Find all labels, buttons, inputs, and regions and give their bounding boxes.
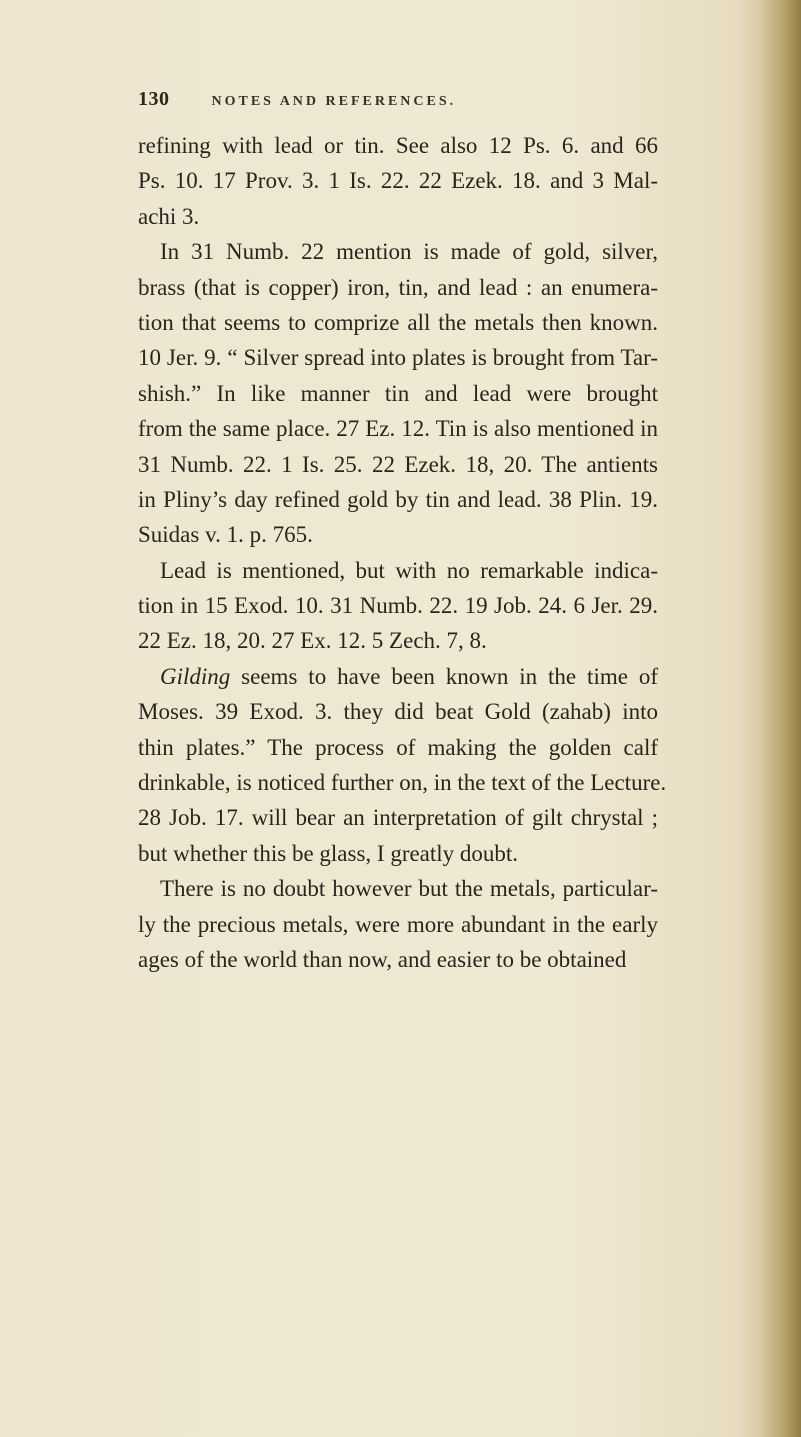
text-line: 10 Jer. 9. “ Silver spread into plates is brought from Tar- xyxy=(138,345,658,371)
text-line: tion that seems to comprize all the metals then known. xyxy=(138,309,658,335)
text-line: Ps. 10. 17 Prov. 3. 1 Is. 22. 22 Ezek. 18. and 3 Mal- xyxy=(138,168,658,194)
text-line: Lead is mentioned, but with no remarkable indica- xyxy=(160,557,658,583)
text-line: but whether this be glass, I greatly doubt. xyxy=(138,840,519,866)
text-line: ly the precious metals, were more abundant in the early xyxy=(138,911,658,937)
running-head: NOTES AND REFERENCES. xyxy=(211,94,457,109)
text-line: achi 3. xyxy=(138,203,200,229)
page-edge-shadow xyxy=(761,0,801,1437)
page-number: 130 xyxy=(138,88,170,110)
text-line: refining with lead or tin. See also 12 Ps. 6. and 66 xyxy=(138,133,658,158)
text-line: 22 Ez. 18, 20. 27 Ex. 12. 5 Zech. 7, 8. xyxy=(138,628,487,654)
text-line: In 31 Numb. 22 mention is made of gold, silver, xyxy=(160,239,658,265)
text-line: There is no doubt however but the metals, particular- xyxy=(160,876,658,902)
text-line: Gilding seems to have been known in the time of xyxy=(160,663,658,689)
text-line: thin plates.” The process of making the golden calf xyxy=(138,734,658,760)
text-line: 31 Numb. 22. 1 Is. 25. 22 Ezek. 18, 20. The antients xyxy=(138,451,658,477)
text-line: brass (that is copper) iron, tin, and lead : an enumera- xyxy=(138,274,658,300)
text-line: from the same place. 27 Ez. 12. Tin is also mentioned in xyxy=(138,416,658,442)
text-line: shish.” In like manner tin and lead were brought xyxy=(138,380,658,406)
body-text xyxy=(138,128,667,977)
italic-term: Gilding xyxy=(160,663,231,689)
text-line: in Pliny’s day refined gold by tin and lead. 38 Plin. 19. xyxy=(138,486,658,512)
text-line: tion in 15 Exod. 10. 31 Numb. 22. 19 Job. 24. 6 Jer. 29. xyxy=(138,593,658,619)
text-line: ages of the world than now, and easier to be obtained xyxy=(138,946,627,972)
text-line: Suidas v. 1. p. 765. xyxy=(138,522,313,548)
text-line: 28 Job. 17. will bear an interpretation of gilt chrystal ; xyxy=(138,805,658,831)
text-line: Moses. 39 Exod. 3. they did beat Gold (zahab) into xyxy=(138,699,658,725)
text-line: drinkable, is noticed further on, in the text of the Lecture. xyxy=(138,770,667,796)
page-header xyxy=(138,88,698,116)
